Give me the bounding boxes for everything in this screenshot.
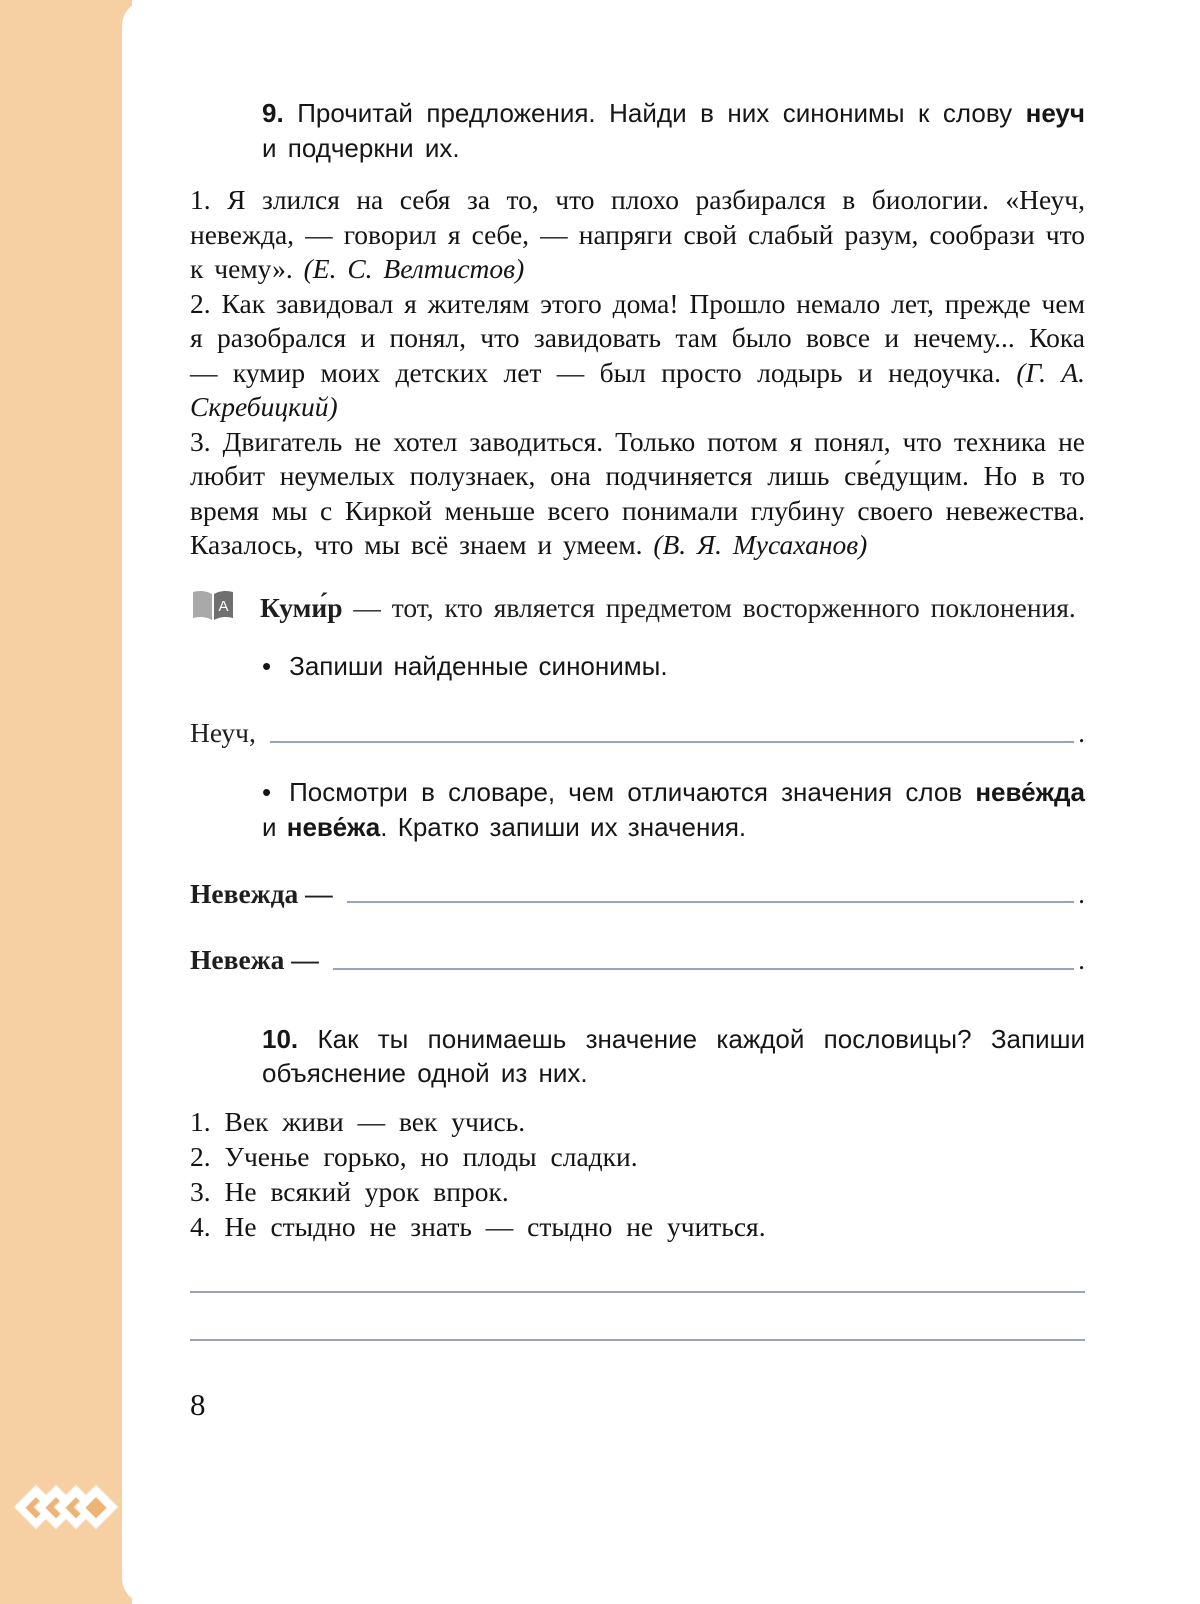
exercise-9-number: 9.	[262, 98, 284, 128]
sentence-2	[190, 287, 1085, 425]
proverb-1	[190, 1105, 1085, 1140]
word-nevezhda: неве́жда	[975, 776, 1085, 807]
task-bullet-2	[262, 775, 1085, 845]
dictionary-book-icon	[190, 589, 236, 623]
page-number: 8	[190, 1386, 206, 1422]
sentence-text: Двигатель не хотел заводиться. Только потом я понял, что техника не любит неумелых полузнаек, она подчиняется лишь све́дущим. Но в то время мы с Киркой меньше всего понимали глубину своего невежества. Казалось, что мы всё знаем и умеем.	[190, 425, 1086, 561]
task-text: Посмотри в словаре, чем отличаются значения слов	[289, 776, 963, 807]
proverb-number: 4.	[190, 1210, 211, 1242]
fill-line-neuch	[190, 716, 1085, 750]
fill-label: Неуч,	[190, 717, 256, 749]
line-period: .	[1078, 944, 1085, 976]
write-line	[190, 1291, 1085, 1293]
task-bullet-1	[262, 649, 1085, 684]
sentence-text: Я злился на себя за то, что плохо разбирался в биологии. «Неуч, невежда, — говорил я себе, — напряги свой слабый разум, сообрази что к чему».	[190, 184, 1085, 285]
task-text: и	[262, 811, 277, 842]
decorative-strip	[0, 0, 132, 1604]
fill-label: Невежда —	[190, 877, 333, 909]
sentence-author: (В. Я. Мусаханов)	[653, 529, 868, 561]
proverb-3	[190, 1175, 1085, 1210]
sentence-number: 1.	[190, 184, 211, 216]
proverb-list	[190, 1105, 1085, 1245]
word-nevezha: неве́жа	[286, 811, 381, 842]
page-sheet	[122, 0, 1200, 1604]
task-text: . Кратко запиши их значения.	[380, 811, 747, 842]
dictionary-definition	[190, 589, 1085, 626]
sentence-3	[190, 425, 1085, 563]
svg-text:А: А	[218, 597, 229, 615]
fill-label: Невежа —	[190, 944, 319, 976]
definition-term: Куми́р	[260, 591, 343, 623]
sentence-list	[190, 183, 1085, 563]
exercise-10-instruction	[262, 1022, 1085, 1091]
line-period: .	[1078, 877, 1085, 909]
write-line	[347, 900, 1074, 903]
instruction-text: и подчеркни их.	[262, 132, 460, 163]
write-line	[333, 967, 1074, 970]
exercise-10-number: 10.	[262, 1023, 299, 1054]
proverb-number: 3.	[190, 1175, 211, 1207]
bullet-dot-icon: •	[262, 776, 272, 807]
proverb-4	[190, 1210, 1085, 1245]
instruction-text: Как ты понимаешь значение каждой пословицы? Запиши объяснение одной из них.	[262, 1023, 1085, 1089]
fill-line-nevezha	[190, 943, 1085, 977]
fill-line-nevezhda	[190, 877, 1085, 911]
instruction-text: Прочитай предложения. Найди в них синонимы к слову	[297, 98, 1013, 128]
diamond-pattern	[0, 1492, 132, 1522]
sentence-text: Как завидовал я жителям этого дома! Прошло немало лет, прежде чем я разобрался и понял, что завидовать там было вовсе и нечему... Кока — кумир моих детских лет — был просто лодырь и недоучка.	[190, 287, 1086, 388]
task-text: Запиши найденные синонимы.	[289, 651, 668, 682]
sentence-1	[190, 183, 1085, 287]
proverb-text: Не стыдно не знать — стыдно не учиться.	[224, 1210, 766, 1242]
proverb-text: Век живи — век учись.	[224, 1105, 526, 1137]
write-line	[270, 740, 1074, 743]
proverb-number: 2.	[190, 1140, 211, 1172]
sentence-number: 2.	[190, 287, 211, 319]
proverb-number: 1.	[190, 1105, 211, 1137]
write-line	[190, 1339, 1085, 1341]
bullet-dot-icon: •	[262, 651, 272, 682]
proverb-text: Не всякий урок впрок.	[224, 1175, 509, 1207]
proverb-2	[190, 1140, 1085, 1175]
target-word: неуч	[1025, 98, 1085, 128]
sentence-number: 3.	[190, 425, 211, 457]
line-period: .	[1078, 717, 1085, 749]
definition-text: — тот, кто является предметом восторженного поклонения.	[353, 591, 1076, 623]
proverb-text: Ученье горько, но плоды сладки.	[224, 1140, 638, 1172]
exercise-9-instruction	[262, 96, 1085, 165]
sentence-author: (Е. С. Велтистов)	[303, 253, 525, 285]
sentence-author: (Г. А. Скребицкий)	[190, 356, 1086, 423]
